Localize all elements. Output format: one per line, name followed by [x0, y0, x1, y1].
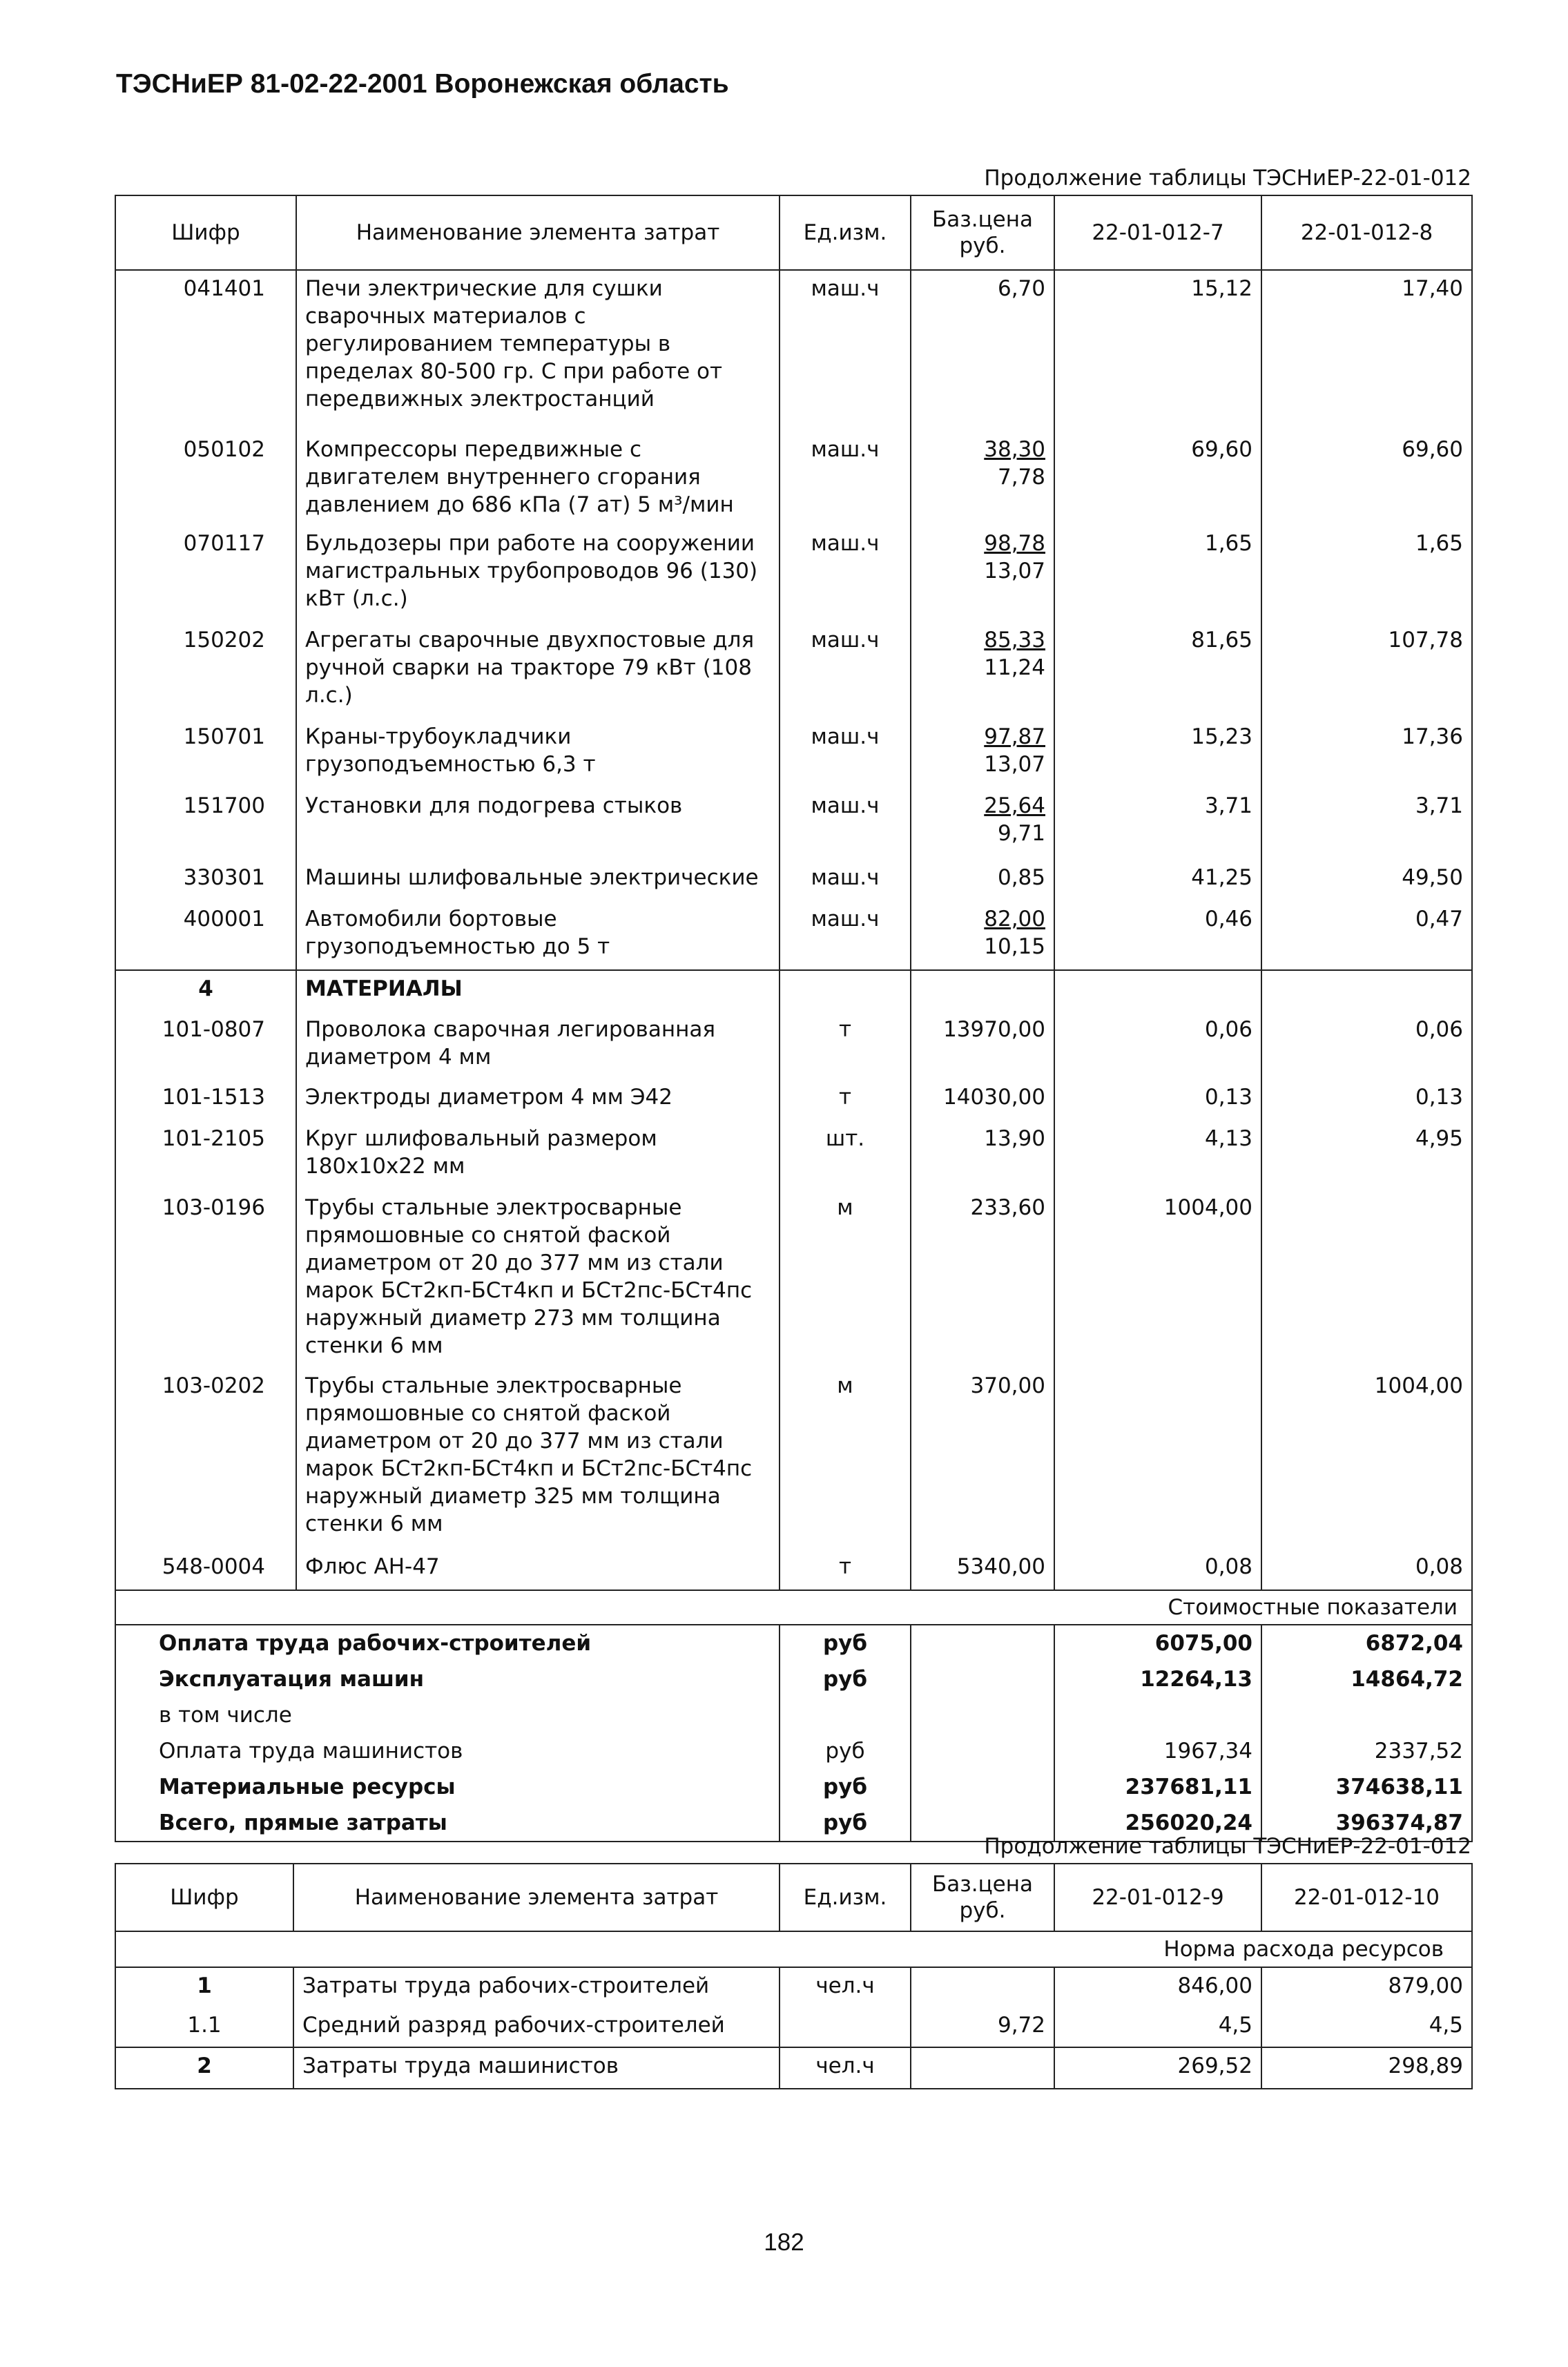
table-row: 150701 Краны-трубоукладчики грузоподъемностью 6,3 т маш.ч 97,87 13,07 15,23 17,36	[115, 719, 1472, 788]
header-code: Шифр	[115, 1864, 293, 1931]
cost-label-row	[115, 1590, 1472, 1625]
table-row: 151700 Установки для подогрева стыков маш.ч 25,64 9,71 3,71 3,71	[115, 788, 1472, 860]
header-col-8: 22-01-012-8	[1261, 195, 1472, 270]
table-row: 400001 Автомобили бортовые грузоподъемностью до 5 т маш.ч 82,00 10,15 0,46 0,47	[115, 901, 1472, 970]
header-col-7: 22-01-012-7	[1054, 195, 1261, 270]
table-row: 1.1 Средний разряд рабочих-строителей 9,72 4,5 4,5	[115, 2007, 1472, 2047]
table-row: 2 Затраты труда машинистов чел.ч 269,52 298,89	[115, 2047, 1472, 2089]
cost-row: Оплата труда машинистов руб 1967,34 2337,52	[115, 1733, 1472, 1769]
header-col-9: 22-01-012-9	[1054, 1864, 1261, 1931]
table-row: 330301 Машины шлифовальные электрические маш.ч 0,85 41,25 49,50	[115, 860, 1472, 901]
cost-row: Оплата труда рабочих-строителей руб 6075,00 6872,04	[115, 1625, 1472, 1661]
document-title: ТЭСНиЕР 81-02-22-2001 Воронежская область	[116, 69, 729, 99]
cost-row: Материальные ресурсы руб 237681,11 374638,11	[115, 1769, 1472, 1805]
header-unit: Ед.изм.	[780, 1864, 911, 1931]
resource-table-1	[115, 195, 1473, 1842]
header-code: Шифр	[115, 195, 296, 270]
cost-indicators-label: Стоимостные показатели	[115, 1590, 1472, 1625]
table-row: 548-0004 Флюс АН-47 т 5340,00 0,08 0,08	[115, 1549, 1472, 1590]
section-row-materials: 4 МАТЕРИАЛЫ	[115, 970, 1472, 1012]
table-row: 150202 Агрегаты сварочные двухпостовые для ручной сварки на тракторе 79 кВт (108 л.с.) маш.ч 85,33 11,24 81,65 107,78	[115, 622, 1472, 719]
cost-row: Эксплуатация машин руб 12264,13 14864,72	[115, 1661, 1472, 1697]
table-row: 101-1513 Электроды диаметром 4 мм Э42 т 14030,00 0,13 0,13	[115, 1079, 1472, 1121]
header-price: Баз.цена руб.	[911, 195, 1054, 270]
table-row: 1 Затраты труда рабочих-строителей чел.ч 846,00 879,00	[115, 1967, 1472, 2007]
header-name: Наименование элемента затрат	[293, 1864, 780, 1931]
table-row: 101-0807 Проволока сварочная легированная диаметром 4 мм т 13970,00 0,06 0,06	[115, 1012, 1472, 1079]
table2-header-row	[115, 1864, 1472, 1931]
table-row: 041401 Печи электрические для сушки сварочных материалов с регулированием температуры в пределах 80-500 гр. С при работе от передвижных электростанций маш.ч 6,70 15,12 17,40	[115, 270, 1472, 432]
cost-row: Всего, прямые затраты руб 256020,24 396374,87	[115, 1805, 1472, 1842]
norm-label-row	[115, 1931, 1472, 1967]
table-row: 070117 Бульдозеры при работе на сооружении магистральных трубопроводов 96 (130) кВт (л.с.) маш.ч 98,78 13,07 1,65 1,65	[115, 525, 1472, 622]
table2-continuation-label: Продолжение таблицы ТЭСНиЕР-22-01-012	[984, 1834, 1471, 1859]
table-row: 050102 Компрессоры передвижные с двигателем внутреннего сгорания давлением до 686 кПа (7 ат) 5 м³/мин маш.ч 38,30 7,78 69,60 69,60	[115, 432, 1472, 525]
header-col-10: 22-01-012-10	[1261, 1864, 1472, 1931]
header-unit: Ед.изм.	[780, 195, 911, 270]
table-row: 103-0196 Трубы стальные электросварные прямошовные со снятой фаской диаметром от 20 до 377 мм из стали марок БСт2кп-БСт4кп и БСт2пс-БСт4пс наружный диаметр 273 мм толщина стенки 6 мм м 233,60 1004,00	[115, 1190, 1472, 1368]
table1-continuation-label: Продолжение таблицы ТЭСНиЕР-22-01-012	[984, 166, 1471, 191]
cost-row: в том числе	[115, 1697, 1472, 1733]
header-price: Баз.цена руб.	[911, 1864, 1054, 1931]
resource-table-2	[115, 1863, 1473, 2089]
table1-header-row	[115, 195, 1472, 270]
norm-label: Норма расхода ресурсов	[115, 1931, 1472, 1967]
page-number: 182	[764, 2229, 804, 2256]
header-name: Наименование элемента затрат	[296, 195, 780, 270]
table-row: 103-0202 Трубы стальные электросварные прямошовные со снятой фаской диаметром от 20 до 377 мм из стали марок БСт2кп-БСт4кп и БСт2пс-БСт4пс наружный диаметр 325 мм толщина стенки 6 мм м 370,00 1004,00	[115, 1368, 1472, 1549]
table-row: 101-2105 Круг шлифовальный размером 180х10х22 мм шт. 13,90 4,13 4,95	[115, 1121, 1472, 1190]
